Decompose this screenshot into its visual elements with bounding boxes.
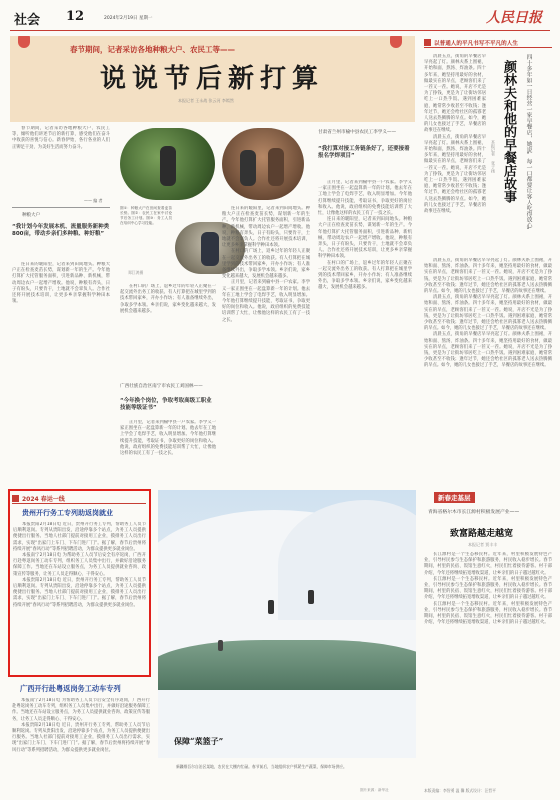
box-title: 贵州开行务工专列助返岗就业 [22,508,113,517]
photo-credit: 郑江鸿摄 [128,270,144,275]
page-footer: 本版责编：李智勇 温 馨 版式设计：汪哲平 [424,788,496,793]
col2-source: 广西壮族自治区南宁市农民工刘国林—— [120,384,203,389]
greenhouse-photo [158,490,416,758]
col2-body-cont: 正月里，记者来到榆中县一户农家。李学义一家正围坐在一起盘算新一年的计划。他去年在工地上学会了电焊手艺，收入明显增加。今年他打算继续提升技能，考取证书，争取更好的岗位和收入。他说，政府组织的免费技能培训帮了大忙，让像他这样的农民工有了一技之长。 [120,420,216,457]
box-column-head [12,494,146,504]
col3-headline: “我打算对接工务链条好了，还要接着报名学焊项目” [318,146,410,159]
side-byline: 本报记者 张子扬 [491,140,496,173]
issue-date: 2024年2月19日 星期一 [104,16,153,21]
lantern-decoration [390,36,402,48]
photo-field [120,128,215,200]
newspaper-logo: 人民日报 [486,10,542,26]
photo-workers [222,128,304,200]
person-figure [268,148,284,186]
feature-kicker: 春节期间，记者采访各地种粮大户、农民工等—— [70,45,235,54]
photo-title: 保障“菜篮子” [174,736,224,746]
col1-body: 连日来的暖阳里，记者来到田间地头。种粮大户正在检查麦苗长势，谋划新一年的生产。今年他打算扩大托管服务面积，引进新品种、新机械，带动周边农户一起增产增收。他说，种粮有奔头，日子有盼头，只要肯干，土地就不会辜负人。合作社还将开展技术培训，让更多乡亲掌握科学种田本领。 [12,262,110,305]
divider [12,207,110,208]
farmer-figure [160,146,176,186]
column-icon [424,39,431,46]
snow-field [158,690,416,758]
rb-byline: 本报记者 贾丰丰 [468,542,498,547]
rb-title: 致富路越走越宽 [450,529,514,539]
col2-headline: “今年换个岗位，争取考取高级工职业技能等级证书” [120,398,212,411]
story2-body: 本报南宁2月18日电 为帮助务工人员节后安全有序返岗，广西开行赴粤返岗务工动车专列，组织务工人员集中出行，并做好沿途服务保障工作。当地还在车站设立服务点，为务工人员提供就业咨询、政策宣传等服务，让务工人员走得顺心、干得安心。 本报贵阳2月18日电 近日，贵州开行务工专列，帮助务工人员节后顺利返岗。专列从贵阳出发，沿途停靠多个站点，为务工人员提供便捷出行服务。当地人社部门提前对接用工企业，摸排务工人员出行需求，实现“出家门上车门、下车门进厂门”。据了解，春节后贵州将持续开展“春风行动”等系列招聘活动，为群众提供更多就业岗位。 [12,698,150,753]
side-body-top: 清晨五点，街角的早餐店早早亮起了灯。颜林夫系上围裙，开始和面、熬汤、炸油条。四十多年来，她坚持用最好的食材，做最实在的早点，老顾客们来了一茬又一茬。她说，开店不光是为了挣钱，更是为了让街坊邻居吃上一口热乎饭。遇到困难家庭，她常常少收甚至不收钱；逢年过节，她还会给社区的孤寡老人送去热腾腾的早点。如今，她的儿女也接过了手艺，早餐店的故事还在继续。 清晨五点，街角的早餐店早早亮起了灯。颜林夫系上围裙，开始和面、熬汤、炸油条。四十多年来，她坚持用最好的食材，做最实在的早点，老顾客们来了一茬又一茬。她说，开店不光是为了挣钱，更是为了让街坊邻居吃上一口热乎饭。遇到困难家庭，她常常少收甚至不收钱；逢年过节，她还会给社区的孤寡老人送去热腾腾的早点。如今，她的儿女也接过了手艺，早餐店的故事还在继续。 [424,54,486,215]
col1-subhead: 种粮大户 [22,213,40,218]
feature-banner [10,36,415,122]
intro-signoff: —— 编 者 [84,198,103,203]
rb-column-name: 新春走基层 [434,492,475,503]
worker-figure [218,640,223,651]
col3-body-upper: 连日来的暖阳里，记者来到田间地头。种粮大户正在检查麦苗长势，谋划新一年的生产。今年他打算扩大托管服务面积，引进新品种、新机械，带动周边农户一起增产增收。他说，种粮有奔头，日子有盼头，只要肯干，土地就不会辜负人。合作社还将开展技术培训，让更多乡亲掌握科学种田本领。 在村口的广场上，返乡过年的年轻人正聚在一起交流外出务工的收获。有人打算把在城里学到的技术带回家乡，开办小作坊；有人准备继续外出，争取多学本领。乡亲们说，家乡变化越来越大，发展机会越来越多。 正月里，记者来到榆中县一户农家。李学义一家正围坐在一起盘算新一年的计划。他去年在工地上学会了电焊手艺，收入明显增加。今年他打算继续提升技能，考取证书，争取更好的岗位和收入。他说，政府组织的免费技能培训帮了大忙，让像他这样的农民工有了一技之长。 [222,206,310,323]
worker-figure [268,600,274,614]
col4-body: 正月里，记者来到榆中县一户农家。李学义一家正围坐在一起盘算新一年的计划。他去年在工地上学会了电焊手艺，收入明显增加。今年他打算继续提升技能，考取证书，争取更好的岗位和收入。他说，政府组织的免费技能培训帮了大忙，让像他这样的农民工有了一技之长。 连日来的暖阳里，记者来到田间地头。种粮大户正在检查麦苗长势，谋划新一年的生产。今年他打算扩大托管服务面积，引进新品种、新机械，带动周边农户一起增产增收。他说，种粮有奔头，日子有盼头，只要肯干，土地就不会辜负人。合作社还将开展技术培训，让更多乡亲掌握科学种田本领。 在村口的广场上，返乡过年的年轻人正聚在一起交流外出务工的收获。有人打算把在城里学到的技术带回家乡，开办小作坊；有人准备继续外出，争取多学本领。乡亲们说，家乡变化越来越大，发展机会越来越多。 [318,180,412,291]
feature-intro: 春节期间，记者采访各地种粮大户、农民工等，倾听他们讲述节后的新打算，感受他们在奋斗中收获的喜悦与信心。新春伊始，各行各业的人们正铆足干劲，为美好生活而努力奋斗。 [12,126,110,150]
masthead-rule [10,30,550,31]
side-column-head [424,38,552,48]
box-column-name: 2024 春运一线 [22,496,65,503]
photo-source: 图片来源：新华社 [360,788,389,792]
story2-title: 广西开行赴粤返岗务工动车专列 [20,684,121,693]
feature-title: 说说节后新打算 [100,64,325,94]
rb-kicker: 青海省格尔木市长江源村积极发展产业—— [428,510,520,515]
lantern-decoration [18,36,30,48]
col3-source: 甘肃省兰州市榆中县农民工李学义—— [318,130,397,135]
person-figure [240,150,256,186]
section-name: 社会 [14,13,41,28]
col2-body: 在村口的广场上，返乡过年的年轻人正聚在一起交流外出务工的收获。有人打算把在城里学到的技术带回家乡，开办小作坊；有人准备继续外出，争取多学本领。乡亲们说，家乡变化越来越大，发展机会越来越多。 [120,284,216,314]
box-body: 本报贵阳2月18日电 近日，贵州开行务工专列，帮助务工人员节后顺利返岗。专列从贵阳出发，沿途停靠多个站点，为务工人员提供便捷出行服务。当地人社部门提前对接用工企业，摸排务工人员出行需求，实现“出家门上车门、下车门进厂门”。据了解，春节后贵州将持续开展“春风行动”等系列招聘活动，为群众提供更多就业岗位。 本报南宁2月18日电 为帮助务工人员节后安全有序返岗，广西开行赴粤返岗务工动车专列，组织务工人员集中出行，并做好沿途服务保障工作。当地还在车站设立服务点，为务工人员提供就业咨询、政策宣传等服务，让务工人员走得顺心、干得安心。 本报贵阳2月18日电 近日，贵州开行务工专列，帮助务工人员节后顺利返岗。专列从贵阳出发，沿途停靠多个站点，为务工人员提供便捷出行服务。当地人社部门提前对接用工企业，摸排务工人员出行需求，实现“出家门上车门、下车门进厂门”。据了解，春节后贵州将持续开展“春风行动”等系列招聘活动，为群众提供更多就业岗位。 [13,522,146,608]
column-icon [12,495,19,502]
worker-figure [308,590,314,604]
side-title: 颜林夫和他的早餐店故事 [501,60,516,203]
side-lead: 四十多年如一日经营一家早餐店，她说“每一口都要让客人吃得放心” [525,54,531,235]
side-body: 清晨五点，街角的早餐店早早亮起了灯。颜林夫系上围裙，开始和面、熬汤、炸油条。四十多年来，她坚持用最好的食材，做最实在的早点，老顾客们来了一茬又一茬。她说，开店不光是为了挣钱，更是为了让街坊邻居吃上一口热乎饭。遇到困难家庭，她常常少收甚至不收钱；逢年过节，她还会给社区的孤寡老人送去热腾腾的早点。如今，她的儿女也接过了手艺，早餐店的故事还在继续。 清晨五点，街角的早餐店早早亮起了灯。颜林夫系上围裙，开始和面、熬汤、炸油条。四十多年来，她坚持用最好的食材，做最实在的早点，老顾客们来了一茬又一茬。她说，开店不光是为了挣钱，更是为了让街坊邻居吃上一口热乎饭。遇到困难家庭，她常常少收甚至不收钱；逢年过节，她还会给社区的孤寡老人送去热腾腾的早点。如今，她的儿女也接过了手艺，早餐店的故事还在继续。 清晨五点，街角的早餐店早早亮起了灯。颜林夫系上围裙，开始和面、熬汤、炸油条。四十多年来，她坚持用最好的食材，做最实在的早点，老顾客们来了一茬又一茬。她说，开店不光是为了挣钱，更是为了让街坊邻居吃上一口热乎饭。遇到困难家庭，她常常少收甚至不收钱；逢年过节，她还会给社区的孤寡老人送去热腾腾的早点。如今，她的儿女也接过了手艺，早餐店的故事还在继续。 [424,258,552,369]
page-number: 12 [66,9,85,24]
feature-byline: 本报记者 王永战 张云河 李嫣然 [178,98,234,103]
rb-body: 长江源村是一个生态移民村。近年来，村里积极发展特色产业，引导村民参与生态保护和旅游服务，村民收入稳步增长。春节期间，村里的民宿、饭馆生意红火，村民们忙着接待游客。村干部介绍，今年还将继续拓宽增收渠道，让乡亲们的日子越过越红火。 长江源村是一个生态移民村。近年来，村里积极发展特色产业，引导村民参与生态保护和旅游服务，村民收入稳步增长。春节期间，村里的民宿、饭馆生意红火，村民们忙着接待游客。村干部介绍，今年还将继续拓宽增收渠道，让乡亲们的日子越过越红火。 长江源村是一个生态移民村。近年来，村里积极发展特色产业，引导村民参与生态保护和旅游服务，村民收入稳步增长。春节期间，村里的民宿、饭馆生意红火，村民们忙着接待游客。村干部介绍，今年还将继续拓宽增收渠道，让乡亲们的日子越过越红火。 [424,552,552,626]
person-figure [201,232,219,266]
side-column-name: 以普通人的平凡书写不平凡的人生 [434,41,518,47]
masthead [10,6,550,28]
photo-caption-text: 新疆维吾尔自治区某地，农民在大棚内忙碌。春节前后，当地组织农户抓紧生产蔬菜，保障市场供应。 [176,764,347,769]
rb-column-head [424,492,552,504]
col1-headline: “我计划今年发展本机、流量服务新种类800亩，带动乡亲们多种粮、种好粮” [12,224,110,237]
photo-caption: 图①：种粮大户在田间查看麦苗长势。图②：农民工在家中讨论节后务工计划。图③：务工人员在培训中心学习技能。 [120,206,172,225]
